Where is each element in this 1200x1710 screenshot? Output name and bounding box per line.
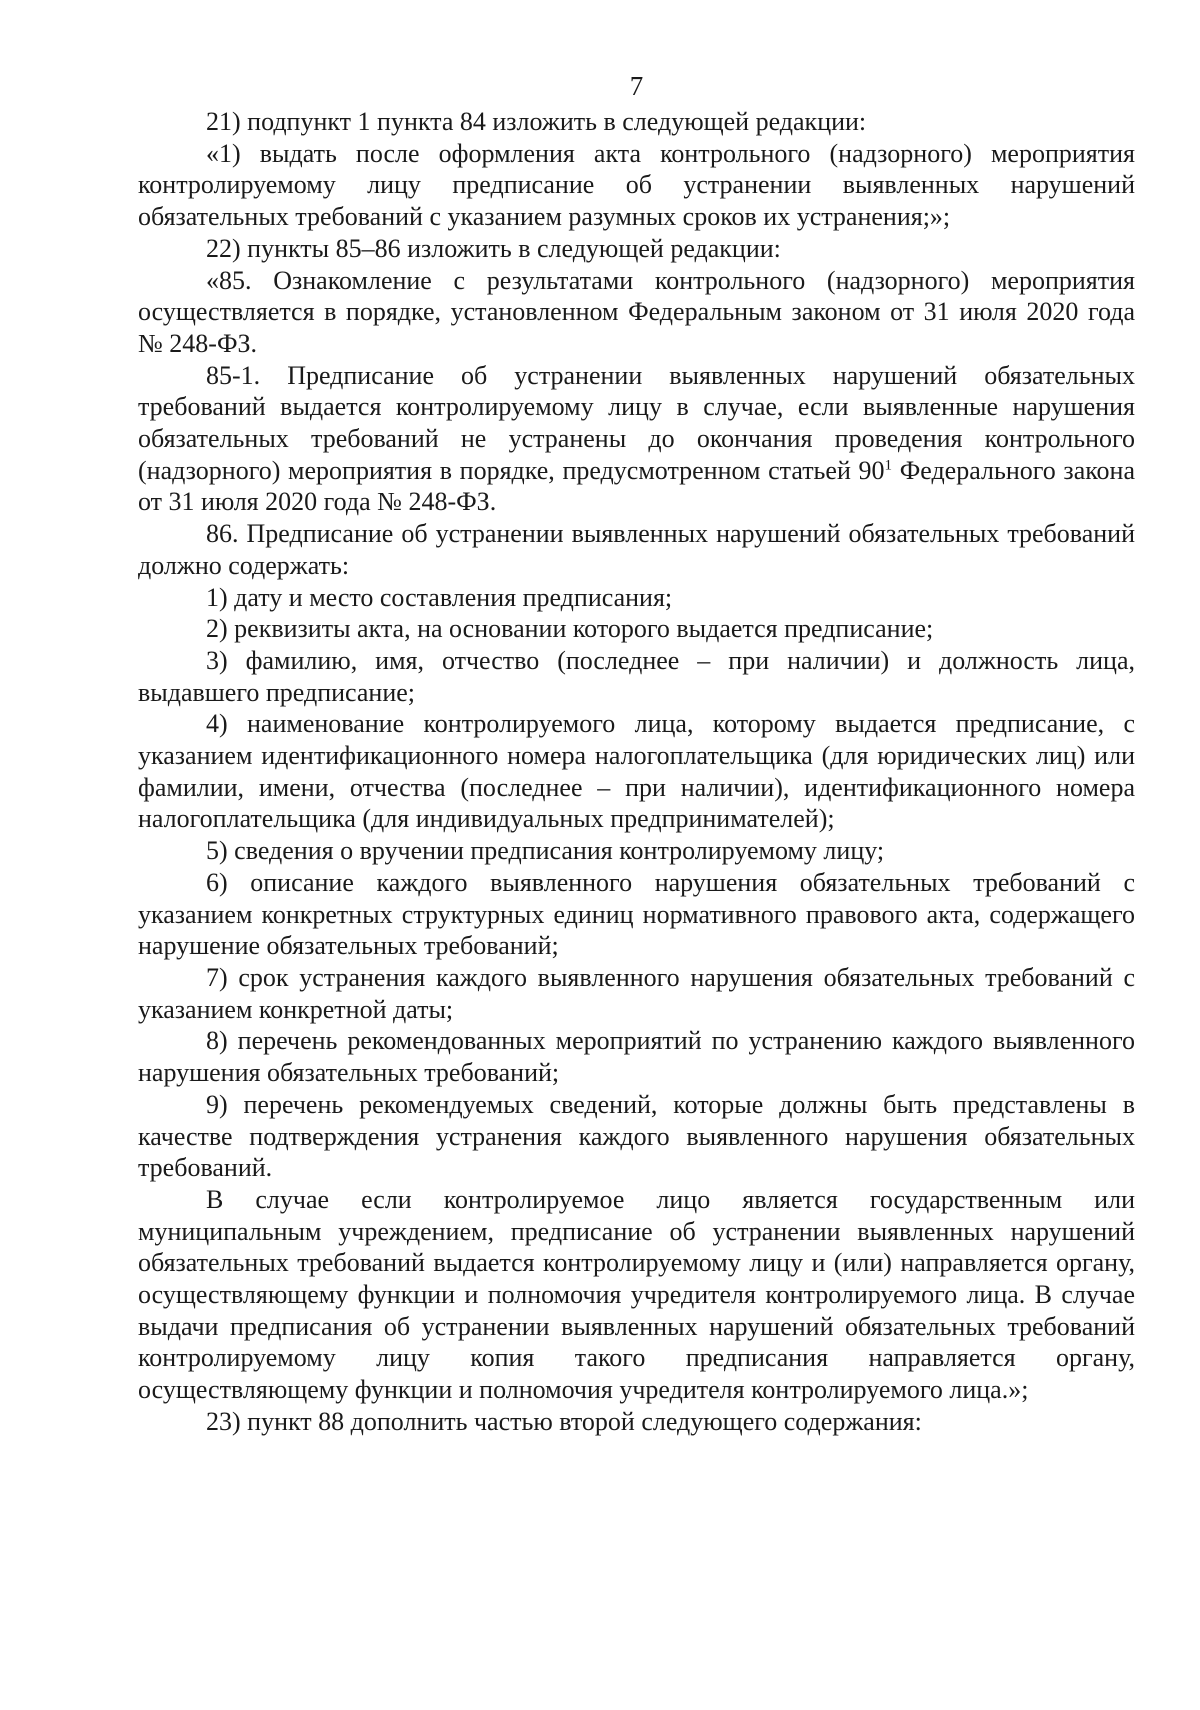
paragraph-item-22: 22) пункты 85–86 изложить в следующей редакции: (206, 233, 781, 263)
article-superscript: 1 (884, 457, 893, 474)
paragraph-item-21: 21) подпункт 1 пункта 84 изложить в следующей редакции: (206, 107, 867, 136)
list-item-2: 2) реквизиты акта, на основании которого выдается предписание; (206, 614, 934, 644)
paragraph-point-86: 86. Предписание об устранении выявленных нарушений обязательных требований должно содержать: (138, 519, 1135, 580)
list-item-9: 9) перечень рекомендуемых сведений, которые должны быть представлены в качестве подтверждения устранения каждого выявленного нарушения обязательных требований. (138, 1089, 1135, 1183)
paragraph-state-institution: В случае если контролируемое лицо является государственным или муниципальным учреждением, предписание об устранении выявленных нарушений обязательных требований выдается контролируемому лицу и (или) направляется органу, осуществляющему функции и полномочия учредителя контролируемого лица. В случае выдачи предписания об устранении выявленных нарушений обязательных требований контролируемому лицу копия такого предписания направляется органу, осуществляющему функции и полномочия учредителя контролируемого лица.»; (138, 1184, 1135, 1405)
paragraph-point-85-1-text: 85-1. Предписание об устранении выявленных нарушений обязательных требований выдается контролируемому лицу в случае, если выявленные нарушения обязательных требований не устранены до окончания проведения контрольного (надзорного) мероприятия в порядке, предусмотренном статьей 90 (138, 360, 1135, 485)
list-item-8: 8) перечень рекомендованных мероприятий по устранению каждого выявленного нарушения обязательных требований; (138, 1026, 1135, 1088)
list-item-3: 3) фамилию, имя, отчество (последнее – при наличии) и должность лица, выдавшего предписание; (138, 645, 1135, 707)
list-item-7: 7) срок устранения каждого выявленного нарушения обязательных требований с указанием конкретной даты; (138, 962, 1135, 1024)
list-item-1: 1) дату и место составления предписания; (206, 582, 673, 612)
paragraph-point-85: «85. Ознакомление с результатами контрольного (надзорного) мероприятия осуществляется в порядке, установленном Федеральным законом от 31 июля 2020 года № 248-ФЗ. (138, 265, 1135, 358)
paragraph-item-23: 23) пункт 88 дополнить частью второй следующего содержания: (206, 1406, 922, 1436)
paragraph-point-85-1 (138, 360, 1135, 519)
page-number: 7 (629, 71, 644, 101)
document-page (138, 66, 1135, 1438)
list-item-5: 5) сведения о вручении предписания контролируемому лицу; (206, 836, 885, 866)
paragraph-subitem-1-text: «1) выдать после оформления акта контрольного (надзорного) мероприятия контролируемому лицу предписание об устранении выявленных нарушений обязательных требований с указанием разумных сроков их устранения;»; (138, 138, 1135, 232)
list-item-6: 6) описание каждого выявленного нарушения обязательных требований с указанием конкретных структурных единиц нормативного правового акта, содержащего нарушение обязательных требований; (138, 867, 1135, 961)
paragraph-point-85-1-tail: Федерального закона от 31 июля 2020 года № 248-ФЗ. (138, 455, 1135, 517)
list-item-4: 4) наименование контролируемого лица, которому выдается предписание, с указанием идентификационного номера налогоплательщика (для юридических лиц) или фамилии, имени, отчества (последнее – при наличии), идентификационного номера налогоплательщика (для индивидуальных предпринимателей); (138, 709, 1135, 834)
